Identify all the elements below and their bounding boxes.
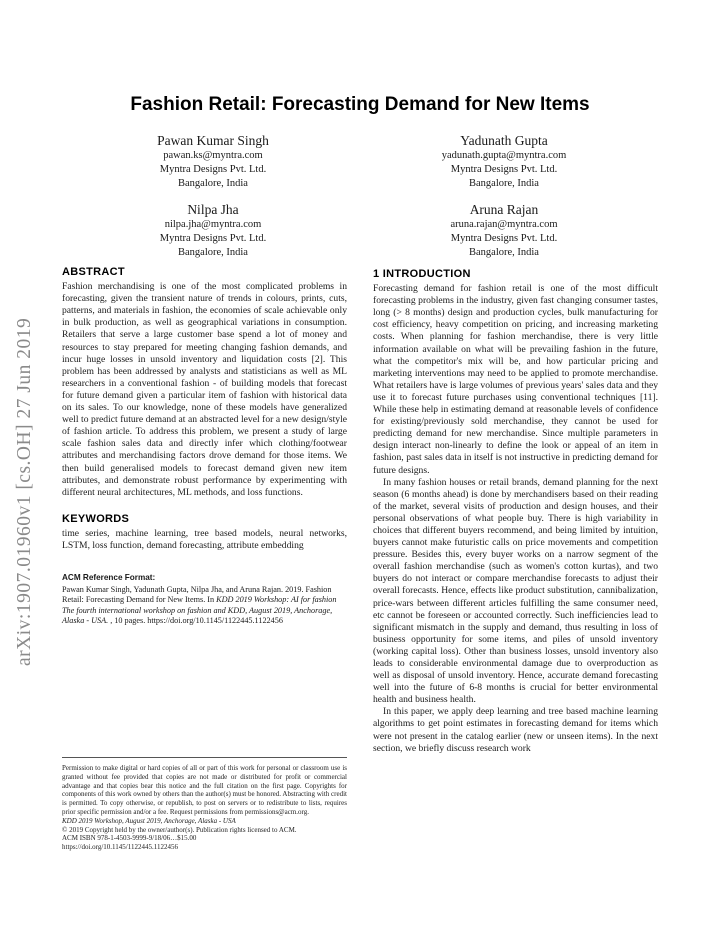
author-block — [83, 201, 343, 260]
author-org: Myntra Designs Pvt. Ltd. — [159, 233, 267, 244]
intro-paragraph: In this paper, we apply deep learning and tree based machine learning algorithms to get point estimates in forecasting demand for items which were not present in the catalog earlier (new or unseen items). In the next section, we briefly discuss research work — [373, 706, 658, 754]
author-name: Pawan Kumar Singh — [157, 133, 269, 148]
intro-paragraph: In many fashion houses or retail brands, demand planning for the next season (6 months ahead) is done by merchandisers based on their reading of the market, several visits of production and design houses, and their personal observations of what people buy. There is high variability in choices that different buyers recommend, and being limited by intuition, buyers cannot make futuristic calls on price movements and competition pressure. Besides this, every buyer works on a narrow segment of the overall fashion merchandise (such as women's cotton kurtas), and two buyers do not interact or compare merchandise forecasts to adjust their overall forecasts. Hence, effects like product substitution, cannibalization, price-wars between different articles fulfilling the same consumer need, etc cannot be foreseen or accounted correctly. Such inefficiencies lead to significant mismatch in the supply and demand, thus resulting in loss of business opportunity for some items, and piles of unsold inventory (working capital loss). Other than business losses, unsold inventory also leads to considerable environmental damage due to overproduction as well as disposal of unsold inventory. Hence, accurate demand forecasting well into the future of 6-8 months is crucial for better environmental health and business health. — [373, 476, 658, 706]
acm-reference-text — [62, 585, 347, 626]
keywords-text: time series, machine learning, tree based models, neural networks, LSTM, loss function, demand forecasting, attribute embedding — [62, 527, 347, 551]
author-block — [83, 132, 343, 191]
right-column — [373, 268, 658, 755]
footnote-isbn: ACM ISBN 978-1-4503-9999-9/18/06…$15.00 — [62, 834, 197, 843]
author-place: Bangalore, India — [469, 178, 539, 189]
permission-text: Permission to make digital or hard copies of all or part of this work for personal or classroom use is granted without fee provided that copies are not made or distributed for profit or commercial advantage and that copies bear this notice and the full citation on the first page. Copyrights for components of this work owned by others than the author(s) must be honored. Abstracting with credit is permitted. To copy otherwise, or republish, to post on servers or to redistribute to lists, requires prior specific permission and/or a fee. Request permissions from permissions@acm.org. — [62, 764, 347, 816]
left-column — [62, 266, 347, 626]
author-org: Myntra Designs Pvt. Ltd. — [159, 164, 267, 175]
author-org: Myntra Designs Pvt. Ltd. — [450, 164, 558, 175]
footnote-doi: https://doi.org/10.1145/1122445.1122456 — [62, 843, 178, 852]
abstract-heading: ABSTRACT — [62, 266, 125, 278]
footnote-copyright: © 2019 Copyright held by the owner/author(s). Publication rights licensed to ACM. — [62, 825, 297, 834]
author-block — [374, 201, 634, 260]
author-name: Nilpa Jha — [187, 202, 239, 217]
author-block — [374, 132, 634, 191]
author-org: Myntra Designs Pvt. Ltd. — [450, 233, 558, 244]
paper-title: Fashion Retail: Forecasting Demand for New Items — [130, 94, 590, 115]
keywords-heading: KEYWORDS — [62, 512, 130, 525]
arxiv-identifier: arXiv:1907.01960v1 [cs.OH] 27 Jun 2019 — [14, 317, 35, 666]
acm-reference-heading: ACM Reference Format: — [62, 573, 156, 583]
author-place: Bangalore, India — [178, 247, 248, 258]
author-email: aruna.rajan@myntra.com — [450, 219, 558, 230]
abstract-text: Fashion merchandising is one of the most complicated problems in forecasting, given the transient nature of trends in colours, prints, cuts, patterns, and materials in fashion, the economies of scale achievable only in bulk production, as well as geographical variations in consumption. Retailers that serve a large customer base spend a lot of money and resources to stay prepared for meeting changing fashion demands, and incur huge losses in unsold inventory and liquidation costs [2]. This problem has been addressed by analysts and statisticians as well as ML researchers in a conventional fashion - of building models that forecast for future demand given a particular item of fashion with historical data on its sales. To our knowledge, none of these models have generalized well to predict future demand at an abstracted level for a new design/style of fashion article. To address this problem, we present a study of large scale fashion sales data and directly infer which clothing/footwear attributes and merchandising factors drove demand for those items. We then build generalised models to forecast demand given new item attributes, and demonstrate robust performance by experimenting with different neural architectures, ML methods, and loss functions. — [62, 281, 347, 498]
author-name: Aruna Rajan — [469, 202, 539, 217]
acm-reference-plain: Pawan Kumar Singh, Yadunath Gupta, Nilpa Jha, and Aruna Rajan. 2019. Fashion Retail: Forecasting Demand for New Items. In — [62, 585, 332, 605]
author-email: yadunath.gupta@myntra.com — [441, 150, 567, 161]
introduction-heading: 1 INTRODUCTION — [373, 268, 471, 280]
intro-paragraph: Forecasting demand for fashion retail is one of the most difficult forecasting problems in the industry, given fast changing consumer tastes, long (> 8 months) design and production cycles, bulk manufacturing for cost efficiency, heavy competition on pricing, and increasing marketing costs. When planning for fashion merchandise, there is very little information available on what will be prevailing fashion in the future, what the competitor's mix will be, and how particular pricing and marketing interventions may need to be applied to promote merchandise. What retailers have is large volumes of previous years' sales data and they use it to forecast future purchases using conventional techniques [11]. While these help in estimating demand at reasonable levels of confidence for existing/previously sold merchandise, they cannot be used for predicting demand for new merchandise. Since multiple parameters in design interact non-linearly to define the look or appeal of an item in fashion, past sales data in itself is not instructive in predicting demand for future designs. — [373, 283, 658, 476]
author-name: Yadunath Gupta — [460, 133, 548, 148]
acm-reference-tail: , 10 pages. https://doi.org/10.1145/1122445.1122456 — [108, 615, 283, 625]
permission-footnote — [62, 757, 347, 852]
acm-reference-venue: KDD 2019 Workshop: AI for fashion The fourth international workshop on fashion and KDD, August 2019, Anchorage, Alaska - USA. — [62, 595, 337, 625]
author-email: nilpa.jha@myntra.com — [164, 219, 262, 230]
footnote-venue: KDD 2019 Workshop, August 2019, Anchorage, Alaska - USA — [62, 816, 236, 825]
author-place: Bangalore, India — [178, 178, 248, 189]
author-email: pawan.ks@myntra.com — [163, 150, 263, 161]
author-place: Bangalore, India — [469, 247, 539, 258]
